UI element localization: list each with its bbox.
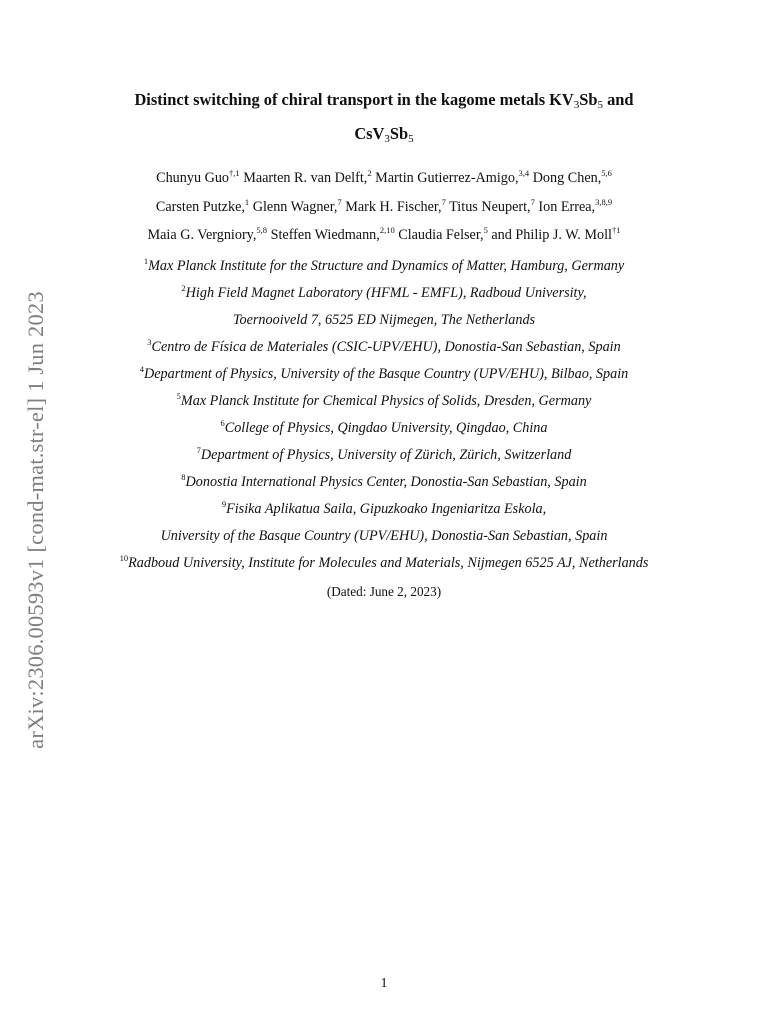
affiliation-text: University of the Basque Country (UPV/EHU), Donostia-San Sebastian, Spain <box>160 528 608 544</box>
author-name: Ion Errea, <box>538 199 596 215</box>
author-name: Chunyu Guo <box>156 170 230 186</box>
author-line <box>40 227 728 244</box>
author-name: Carsten Putzke, <box>155 199 245 215</box>
affiliation-text: Fisika Aplikatua Saila, Gipuzkoako Ingeniaritza Eskola, <box>226 501 547 517</box>
affiliation-line <box>40 447 728 464</box>
affiliation-line <box>40 258 728 275</box>
affiliation-number: 3 <box>147 337 152 347</box>
affiliation-line <box>40 420 728 437</box>
author-line <box>40 170 728 187</box>
title-text: Sb <box>389 124 409 143</box>
author-affiliation-mark: 5,8 <box>256 225 268 235</box>
title-text: Distinct switching of chiral transport in the kagome metals KV <box>134 90 574 109</box>
affiliation-text: Department of Physics, University of Zürich, Zürich, Switzerland <box>200 447 572 463</box>
author-affiliation-mark: 1 <box>244 197 250 207</box>
affiliation-line <box>40 366 728 383</box>
affiliation-number: 4 <box>139 364 144 374</box>
author-affiliation-mark: 5,6 <box>601 168 612 178</box>
affiliation-number: 1 <box>143 256 149 266</box>
author-name: Glenn Wagner, <box>252 199 338 215</box>
author-affiliation-mark: 2 <box>367 168 372 178</box>
title-text: Sb <box>579 90 598 109</box>
author-name: Maia G. Vergniory, <box>147 227 257 243</box>
affiliation-number: 5 <box>176 391 181 401</box>
affiliation-line <box>40 312 728 329</box>
affiliation-text: Max Planck Institute for the Structure and Dynamics of Matter, Hamburg, Germany <box>148 258 625 274</box>
author-affiliation-mark: 7 <box>530 197 535 207</box>
affiliation-text: Donostia International Physics Center, Donostia-San Sebastian, Spain <box>185 474 587 490</box>
affiliation-text: Radboud University, Institute for Molecules and Materials, Nijmegen 6525 AJ, Netherlands <box>128 555 649 571</box>
title-subscript: 5 <box>597 99 604 111</box>
title-subscript: 3 <box>384 133 390 145</box>
affiliation-text: College of Physics, Qingdao University, Qingdao, China <box>224 420 548 436</box>
affiliation-line <box>40 339 728 356</box>
author-affiliation-mark: †,1 <box>229 168 240 178</box>
affiliation-text: High Field Magnet Laboratory (HFML - EMFL), Radboud University, <box>185 285 587 301</box>
affiliation-line <box>40 555 728 572</box>
affiliation-number: 6 <box>220 418 225 428</box>
author-affiliation-mark: †1 <box>611 225 621 235</box>
author-name: Mark H. Fischer, <box>345 199 442 215</box>
author-affiliation-mark: 3,4 <box>518 168 530 178</box>
title-text: CsV <box>354 124 385 143</box>
affiliation-number: 2 <box>181 283 186 293</box>
author-name: Titus Neupert, <box>449 199 531 215</box>
author-name: Steffen Wiedmann, <box>270 227 380 243</box>
affiliation-line <box>40 501 728 518</box>
affiliation-line <box>40 528 728 545</box>
affiliation-text: Max Planck Institute for Chemical Physics of Solids, Dresden, Germany <box>180 393 592 409</box>
author-name: Claudia Felser, <box>398 227 484 243</box>
affiliation-number: 7 <box>196 445 201 455</box>
author-name: Maarten R. van Delft, <box>243 170 368 186</box>
affiliation-number: 10 <box>119 553 129 563</box>
affiliation-text: Centro de Física de Materiales (CSIC-UPV/EHU), Donostia-San Sebastian, Spain <box>151 339 621 355</box>
dated-line: (Dated: June 2, 2023) <box>326 584 442 599</box>
affiliation-text: Toernooiveld 7, 6525 ED Nijmegen, The Netherlands <box>232 312 536 328</box>
author-affiliation-mark: 7 <box>441 197 446 207</box>
author-name: Martin Gutierrez-Amigo, <box>375 170 519 186</box>
affiliation-line <box>40 285 728 302</box>
affiliation-line <box>40 474 728 491</box>
title-subscript: 5 <box>408 133 414 145</box>
author-affiliation-mark: 2,10 <box>379 225 395 235</box>
affiliation-number: 9 <box>221 499 227 509</box>
page-number: 1 <box>380 976 388 991</box>
title-subscript: 3 <box>573 99 580 111</box>
author-affiliation-mark: 5 <box>483 225 488 235</box>
paper-title-line-1 <box>64 90 704 110</box>
affiliation-number: 8 <box>181 472 186 482</box>
affiliation-text: Department of Physics, University of the Basque Country (UPV/EHU), Bilbao, Spain <box>143 366 629 382</box>
author-line <box>40 199 728 216</box>
arxiv-side-stamp: arXiv:2306.00593v1 [cond-mat.str-el] 1 Jun 2023 <box>23 291 48 749</box>
affiliation-line <box>40 393 728 410</box>
author-affiliation-mark: 3,8,9 <box>595 197 613 207</box>
title-text: and <box>603 90 634 109</box>
author-affiliation-mark: 7 <box>337 197 342 207</box>
paper-title-line-2 <box>64 124 704 144</box>
author-name: and Philip J. W. Moll <box>491 227 612 243</box>
author-name: Dong Chen, <box>532 170 602 186</box>
